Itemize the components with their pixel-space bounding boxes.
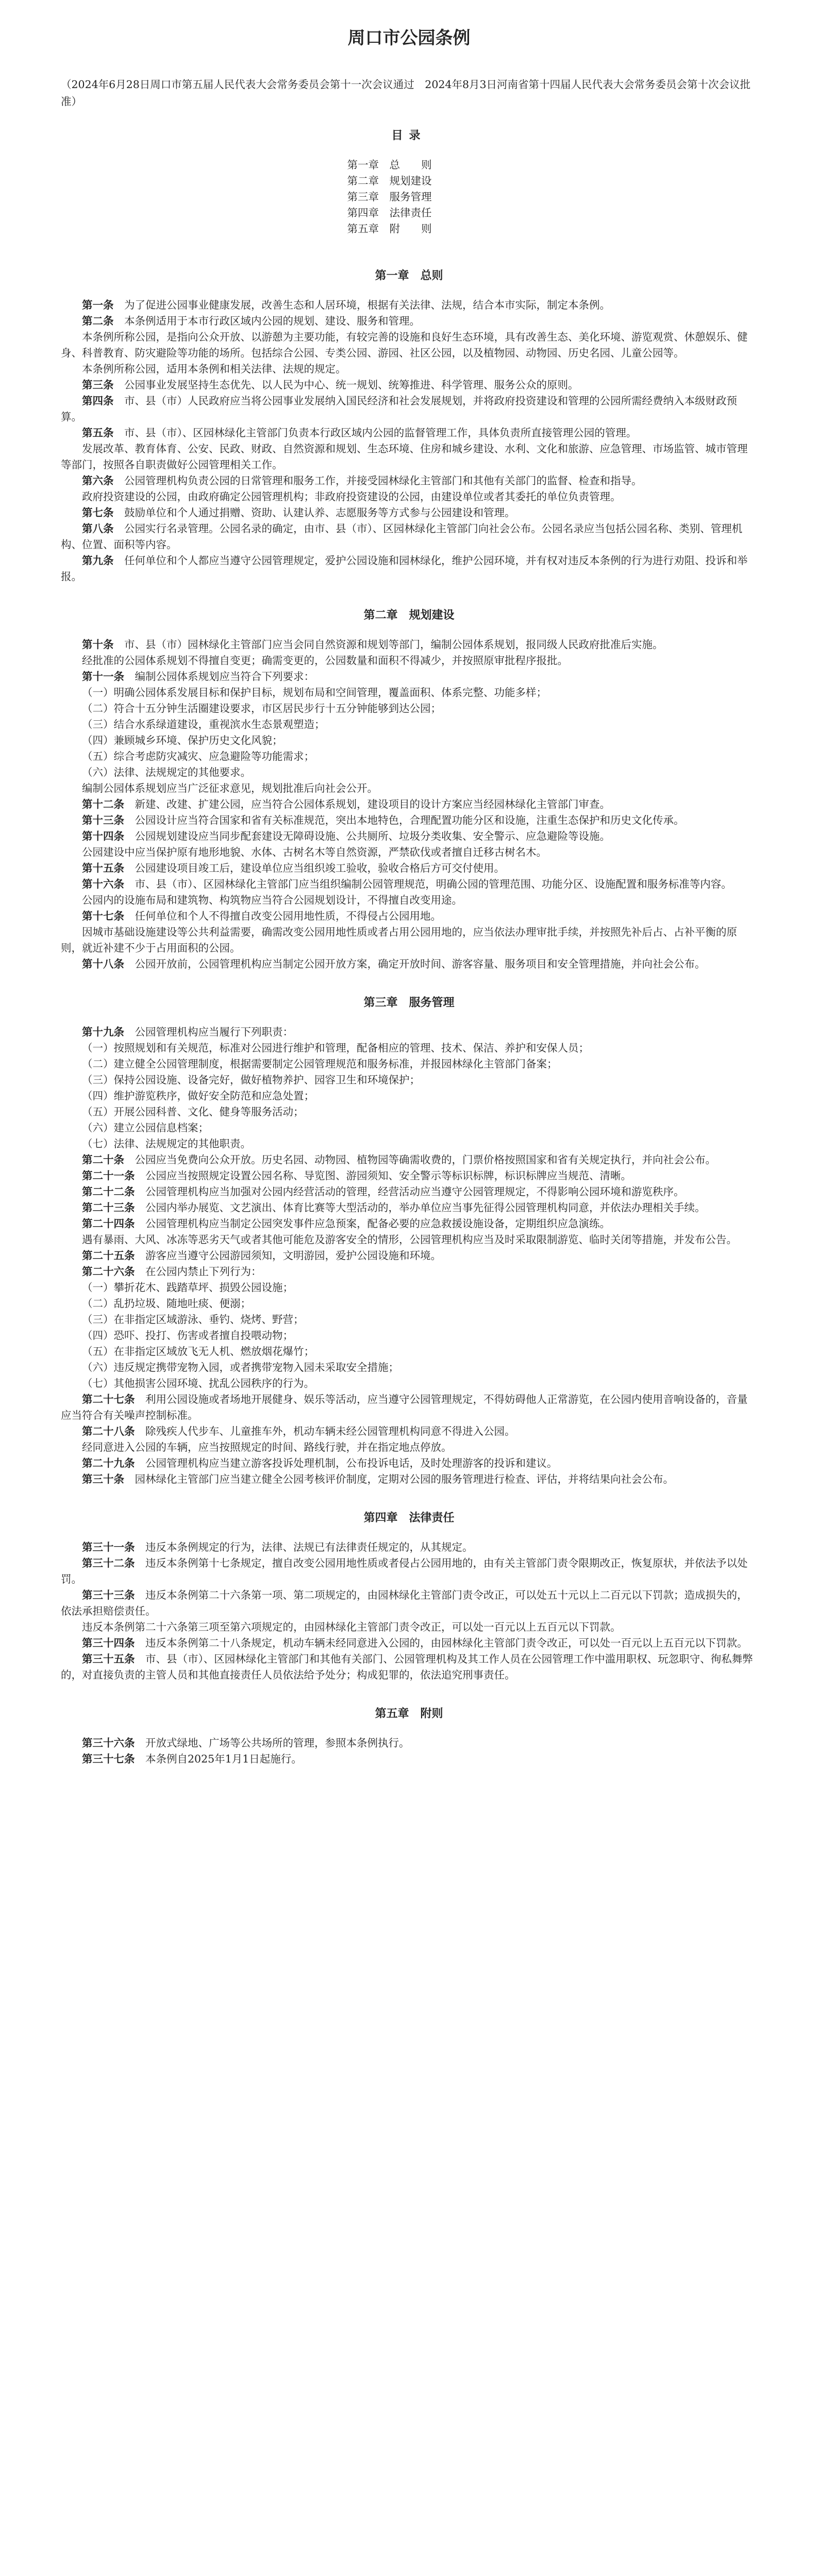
article-number: 第十四条 (82, 830, 124, 842)
article-paragraph (61, 685, 757, 701)
article-paragraph (61, 361, 757, 377)
article-number: 第二条 (82, 315, 114, 327)
article-text: 开放式绿地、广场等公共场所的管理，参照本条例执行。 (145, 1737, 410, 1749)
article-text: （一）明确公园体系发展目标和保护目标，规划布局和空间管理，覆盖面积、体系完整、功能多样； (82, 686, 547, 699)
article-number: 第二十九条 (82, 1457, 135, 1469)
article-paragraph (61, 1751, 757, 1767)
article-number: 第三十条 (82, 1473, 124, 1485)
article-paragraph (61, 796, 757, 812)
article-text: 公园开放前，公园管理机构应当制定公园开放方案，确定开放时间、游客容量、服务项目和安全管理措施，并向社会公布。 (135, 958, 706, 970)
article-number: 第二十一条 (82, 1170, 135, 1182)
article-number: 第四条 (82, 395, 114, 407)
article-paragraph (61, 860, 757, 876)
chapter-heading: 第一章 总则 (375, 269, 443, 282)
adoption-note: （2024年6月28日周口市第五届人民代表大会常务委员会第十一次会议通过 2024年8月3日河南省第十四届人民代表大会常务委员会第十次会议批准） (61, 78, 751, 108)
chapter-heading: 第二章 规划建设 (363, 608, 455, 622)
article-paragraph (61, 1248, 757, 1264)
toc-item: 第二章 规划建设 (347, 175, 432, 187)
article-text: 本条例所称公园，是指向公众开放、以游憩为主要功能，有较完善的设施和良好生态环境，具有改善生态、美化环境、游览观赏、休憩娱乐、健身、科普教育、防灾避险等功能的场所。包括综合公园、专类公园、游园、社区公园，以及植物园、动物园、历史名园、儿童公园等。 (61, 331, 748, 359)
article-paragraph (61, 1120, 757, 1136)
article-number: 第二十三条 (82, 1201, 135, 1214)
article-text: 公园内的设施布局和建筑物、构筑物应当符合公园规划设计，不得擅自改变用途。 (82, 894, 462, 906)
article-number: 第三条 (82, 379, 114, 391)
article-number: 第三十四条 (82, 1637, 135, 1649)
article-text: （四）维护游览秩序，做好安全防范和应急处置； (82, 1090, 314, 1102)
article-text: （二）建立健全公园管理制度，根据需要制定公园管理规范和服务标准，并报园林绿化主管部门备案； (82, 1058, 558, 1070)
article-paragraph (61, 1439, 757, 1455)
article-number: 第九条 (82, 554, 114, 567)
article-text: 游客应当遵守公园游园须知，文明游园，爱护公园设施和环境。 (145, 1249, 441, 1262)
toc-item: 第一章 总 则 (347, 159, 432, 171)
article-number: 第三十七条 (82, 1753, 135, 1765)
chapters (61, 268, 757, 1767)
article-paragraph (61, 313, 757, 329)
article-paragraph (61, 441, 757, 473)
article-number: 第一条 (82, 299, 114, 311)
article-paragraph (61, 1635, 757, 1651)
article-text: （七）法律、法规规定的其他职责。 (82, 1138, 251, 1150)
article-paragraph (61, 781, 757, 796)
article-text: 经同意进入公园的车辆，应当按照规定的时间、路线行驶，并在指定地点停放。 (82, 1441, 452, 1453)
article-text: 本条例所称公园，适用本条例和相关法律、法规的规定。 (82, 363, 346, 375)
article-number: 第八条 (82, 522, 114, 535)
article-text: 利用公园设施或者场地开展健身、娱乐等活动，应当遵守公园管理规定，不得妨碍他人正常游览，在公园内使用音响设备的，音量应当符合有关噪声控制标准。 (61, 1393, 748, 1421)
chapter-heading: 第三章 服务管理 (363, 996, 455, 1009)
article-text: 公园管理机构应当履行下列职责： (135, 1026, 293, 1038)
article-paragraph (61, 1216, 757, 1232)
article-paragraph (61, 1360, 757, 1376)
article-text: （二）乱扔垃圾、随地吐痰、便溺； (82, 1297, 251, 1310)
article-text: 本条例自2025年1月1日起施行。 (145, 1753, 302, 1765)
article-paragraph (61, 505, 757, 521)
article-text: 公园管理机构负责公园的日常管理和服务工作，并接受园林绿化主管部门和其他有关部门的监督、检查和指导。 (124, 474, 642, 487)
article-paragraph (61, 1200, 757, 1216)
article-number: 第二十五条 (82, 1249, 135, 1262)
article-paragraph (61, 1136, 757, 1152)
table-of-contents (347, 157, 471, 237)
toc-item: 第三章 服务管理 (347, 191, 432, 203)
article-number: 第十七条 (82, 910, 124, 922)
article-paragraph (61, 553, 757, 585)
article-text: 市、县（市）、区园林绿化主管部门负责本行政区域内公园的监督管理工作，具体负责所直接管理公园的管理。 (124, 427, 637, 439)
article-paragraph (61, 1072, 757, 1088)
article-paragraph (61, 1280, 757, 1296)
article-text: 园林绿化主管部门应当建立健全公园考核评价制度，定期对公园的服务管理进行检查、评估，并将结果向社会公布。 (135, 1473, 674, 1485)
document-title: 周口市公园条例 (347, 28, 471, 48)
article-text: （六）建立公园信息档案； (82, 1122, 209, 1134)
article-text: 违反本条例第十七条规定，擅自改变公园用地性质或者侵占公园用地的，由有关主管部门责令限期改正，恢复原状，并依法予以处罚。 (61, 1557, 748, 1585)
article-paragraph (61, 1455, 757, 1471)
article-text: 政府投资建设的公园，由政府确定公园管理机构；非政府投资建设的公园，由建设单位或者其委托的单位负责管理。 (82, 490, 621, 503)
article-number: 第三十二条 (82, 1557, 135, 1569)
article-number: 第六条 (82, 474, 114, 487)
article-paragraph (61, 329, 757, 361)
article-text: 市、县（市）、区园林绿化主管部门和其他有关部门、公园管理机构及其工作人员在公园管理工作中滥用职权、玩忽职守、徇私舞弊的，对直接负责的主管人员和其他直接责任人员依法给予处分；构成犯罪的，依法追究刑事责任。 (61, 1653, 753, 1681)
article-text: （七）其他损害公园环境、扰乱公园秩序的行为。 (82, 1377, 314, 1389)
article-text: （五）开展公园科普、文化、健身等服务活动； (82, 1106, 304, 1118)
article-paragraph (61, 749, 757, 765)
article-number: 第二十二条 (82, 1185, 135, 1198)
article-number: 第三十三条 (82, 1589, 135, 1601)
article-paragraph (61, 1296, 757, 1312)
article-paragraph (61, 1152, 757, 1168)
article-text: 公园管理机构应当加强对公园内经营活动的管理，经营活动应当遵守公园管理规定，不得影响公园环境和游览秩序。 (145, 1185, 685, 1198)
article-paragraph (61, 1651, 757, 1683)
article-paragraph (61, 717, 757, 733)
article-paragraph (61, 669, 757, 685)
article-paragraph (61, 473, 757, 489)
article-paragraph (61, 1056, 757, 1072)
article-paragraph (61, 1471, 757, 1487)
article-paragraph (61, 1024, 757, 1040)
article-number: 第十八条 (82, 958, 124, 970)
article-text: 违反本条例第二十六条第一项、第二项规定的，由园林绿化主管部门责令改正，可以处五十元以上二百元以下罚款；造成损失的，依法承担赔偿责任。 (61, 1589, 748, 1617)
article-paragraph (61, 637, 757, 653)
article-paragraph (61, 844, 757, 860)
article-text: （六）法律、法规规定的其他要求。 (82, 766, 251, 778)
article-paragraph (61, 1168, 757, 1184)
article-paragraph (61, 1328, 757, 1344)
article-paragraph (61, 1312, 757, 1328)
article-text: 公园建设项目竣工后，建设单位应当组织竣工验收，验收合格后方可交付使用。 (135, 862, 505, 874)
article-text: 除残疾人代步车、儿童推车外，机动车辆未经公园管理机构同意不得进入公园。 (145, 1425, 515, 1437)
article-paragraph (61, 1392, 757, 1423)
article-text: 经批准的公园体系规划不得擅自变更；确需变更的，公园数量和面积不得减少，并按照原审批程序报批。 (82, 654, 568, 667)
article-number: 第二十六条 (82, 1265, 135, 1278)
article-text: 在公园内禁止下列行为： (145, 1265, 262, 1278)
article-paragraph (61, 876, 757, 892)
article-text: 编制公园体系规划应当广泛征求意见，规划批准后向社会公开。 (82, 782, 378, 794)
article-text: 因城市基础设施建设等公共利益需要，确需改变公园用地性质或者占用公园用地的，应当依法办理审批手续，并按照先补后占、占补平衡的原则，就近补建不少于占用面积的公园。 (61, 926, 737, 954)
article-paragraph (61, 521, 757, 553)
article-text: 违反本条例第二十八条规定，机动车辆未经同意进入公园的，由园林绿化主管部门责令改正，可以处一百元以上五百元以下罚款。 (145, 1637, 748, 1649)
article-paragraph (61, 1344, 757, 1360)
article-text: 为了促进公园事业健康发展，改善生态和人居环境，根据有关法律、法规，结合本市实际，制定本条例。 (124, 299, 610, 311)
article-paragraph (61, 828, 757, 844)
chapter-heading: 第四章 法律责任 (363, 1511, 455, 1524)
article-number: 第十条 (82, 638, 114, 651)
article-paragraph (61, 1184, 757, 1200)
article-text: 公园规划建设应当同步配套建设无障碍设施、公共厕所、垃圾分类收集、安全警示、应急避险等设施。 (135, 830, 610, 842)
article-text: 编制公园体系规划应当符合下列要求： (135, 670, 314, 683)
article-text: 违反本条例规定的行为，法律、法规已有法律责任规定的，从其规定。 (145, 1541, 473, 1553)
article-text: 公园建设中应当保护原有地形地貌、水体、古树名木等自然资源，严禁砍伐或者擅自迁移古树名木。 (82, 846, 547, 858)
article-text: 公园应当免费向公众开放。历史名园、动物园、植物园等确需收费的，门票价格按照国家和省有关规定执行，并向社会公布。 (135, 1154, 716, 1166)
article-text: 市、县（市）、区园林绿化主管部门应当组织编制公园管理规范，明确公园的管理范围、功能分区、设施配置和服务标准等内容。 (135, 878, 732, 890)
article-paragraph (61, 1264, 757, 1280)
article-paragraph (61, 1539, 757, 1555)
article-paragraph (61, 908, 757, 924)
article-paragraph (61, 425, 757, 441)
article-number: 第三十一条 (82, 1541, 135, 1553)
article-paragraph (61, 1619, 757, 1635)
article-text: 公园实行名录管理。公园名录的确定，由市、县（市）、区园林绿化主管部门向社会公布。公园名录应当包括公园名称、类别、管理机构、位置、面积等内容。 (61, 522, 743, 551)
article-text: （六）违反规定携带宠物入园，或者携带宠物入园未采取安全措施； (82, 1361, 399, 1374)
article-paragraph (61, 489, 757, 505)
article-text: （二）符合十五分钟生活圈建设要求，市区居民步行十五分钟能够到达公园； (82, 702, 441, 715)
article-text: 公园管理机构应当建立游客投诉处理机制，公布投诉电话，及时处理游客的投诉和建议。 (145, 1457, 558, 1469)
article-number: 第十一条 (82, 670, 124, 683)
article-text: （五）综合考虑防灾减灾、应急避险等功能需求； (82, 750, 314, 762)
article-number: 第二十七条 (82, 1393, 135, 1405)
article-text: （四）恐吓、投打、伤害或者擅自投喂动物； (82, 1329, 293, 1342)
article-text: 公园管理机构应当制定公园突发事件应急预案，配备必要的应急救援设施设备，定期组织应急演练。 (145, 1217, 610, 1230)
article-text: 市、县（市）园林绿化主管部门应当会同自然资源和规划等部门，编制公园体系规划，报同级人民政府批准后实施。 (124, 638, 663, 651)
article-paragraph (61, 1232, 757, 1248)
article-paragraph (61, 765, 757, 781)
article-number: 第二十四条 (82, 1217, 135, 1230)
article-number: 第三十五条 (82, 1653, 135, 1665)
article-paragraph (61, 377, 757, 393)
article-text: 本条例适用于本市行政区域内公园的规划、建设、服务和管理。 (124, 315, 420, 327)
article-paragraph (61, 1587, 757, 1619)
article-paragraph (61, 812, 757, 828)
article-text: 新建、改建、扩建公园，应当符合公园体系规划，建设项目的设计方案应当经园林绿化主管部门审查。 (135, 798, 610, 810)
article-text: 任何单位和个人都应当遵守公园管理规定，爱护公园设施和园林绿化，维护公园环境，并有权对违反本条例的行为进行劝阻、投诉和举报。 (61, 554, 748, 583)
toc-item: 第五章 附 则 (347, 223, 432, 235)
article-paragraph (61, 733, 757, 749)
article-text: （五）在非指定区域放飞无人机、燃放烟花爆竹； (82, 1345, 314, 1358)
article-number: 第五条 (82, 427, 114, 439)
article-number: 第十五条 (82, 862, 124, 874)
article-number: 第二十条 (82, 1154, 124, 1166)
article-text: 发展改革、教育体育、公安、民政、财政、自然资源和规划、生态环境、住房和城乡建设、水利、文化和旅游、应急管理、市场监管、城市管理等部门，按照各自职责做好公园管理相关工作。 (61, 443, 748, 471)
article-text: 公园事业发展坚持生态优先、以人民为中心、统一规划、统筹推进、科学管理、服务公众的原则。 (124, 379, 579, 391)
article-number: 第十二条 (82, 798, 124, 810)
article-paragraph (61, 393, 757, 425)
article-paragraph (61, 1088, 757, 1104)
article-text: 公园应当按照规定设置公园名称、导览图、游园须知、安全警示等标识标牌，标识标牌应当规范、清晰。 (145, 1170, 631, 1182)
article-text: （三）在非指定区域游泳、垂钓、烧烤、野营； (82, 1313, 304, 1326)
article-text: 任何单位和个人不得擅自改变公园用地性质，不得侵占公园用地。 (135, 910, 441, 922)
article-text: 鼓励单位和个人通过捐赠、资助、认建认养、志愿服务等方式参与公园建设和管理。 (124, 506, 515, 519)
article-paragraph (61, 892, 757, 908)
article-number: 第七条 (82, 506, 114, 519)
article-text: （三）结合水系绿道建设，重视滨水生态景观塑造； (82, 718, 325, 731)
article-number: 第十九条 (82, 1026, 124, 1038)
chapter-heading: 第五章 附则 (375, 1707, 443, 1720)
toc-item: 第四章 法律责任 (347, 207, 432, 219)
article-text: 公园内举办展览、文艺演出、体育比赛等大型活动的，举办单位应当事先征得公园管理机构同意，并依法办理相关手续。 (145, 1201, 706, 1214)
article-paragraph (61, 956, 757, 972)
article-paragraph (61, 1104, 757, 1120)
article-text: （三）保持公园设施、设备完好，做好植物养护、园容卫生和环境保护； (82, 1074, 420, 1086)
article-paragraph (61, 1376, 757, 1392)
article-paragraph (61, 924, 757, 956)
article-paragraph (61, 1735, 757, 1751)
article-text: （一）攀折花木、践踏草坪、损毁公园设施； (82, 1281, 293, 1294)
article-paragraph (61, 297, 757, 313)
article-text: 违反本条例第二十六条第三项至第六项规定的，由园林绿化主管部门责令改正，可以处一百元以上五百元以下罚款。 (82, 1621, 621, 1633)
article-paragraph (61, 1555, 757, 1587)
article-paragraph (61, 1423, 757, 1439)
article-text: 公园设计应当符合国家和省有关标准规范，突出本地特色，合理配置功能分区和设施，注重生态保护和历史文化传承。 (135, 814, 685, 826)
article-number: 第十六条 (82, 878, 124, 890)
article-text: 市、县（市）人民政府应当将公园事业发展纳入国民经济和社会发展规划，并将政府投资建设和管理的公园所需经费纳入本级财政预算。 (61, 395, 737, 423)
article-paragraph (61, 1040, 757, 1056)
article-number: 第二十八条 (82, 1425, 135, 1437)
article-number: 第十三条 (82, 814, 124, 826)
article-text: （一）按照规划和有关规范，标准对公园进行维护和管理，配备相应的管理、技术、保洁、养护和安保人员； (82, 1042, 589, 1054)
article-paragraph (61, 701, 757, 717)
article-paragraph (61, 653, 757, 669)
article-text: （四）兼顾城乡环境、保护历史文化风貌； (82, 734, 283, 747)
article-number: 第三十六条 (82, 1737, 135, 1749)
toc-title: 目录 (391, 129, 427, 142)
article-text: 遇有暴雨、大风、冰冻等恶劣天气或者其他可能危及游客安全的情形，公园管理机构应当及时采取限制游览、临时关闭等措施，并发布公告。 (82, 1233, 737, 1246)
